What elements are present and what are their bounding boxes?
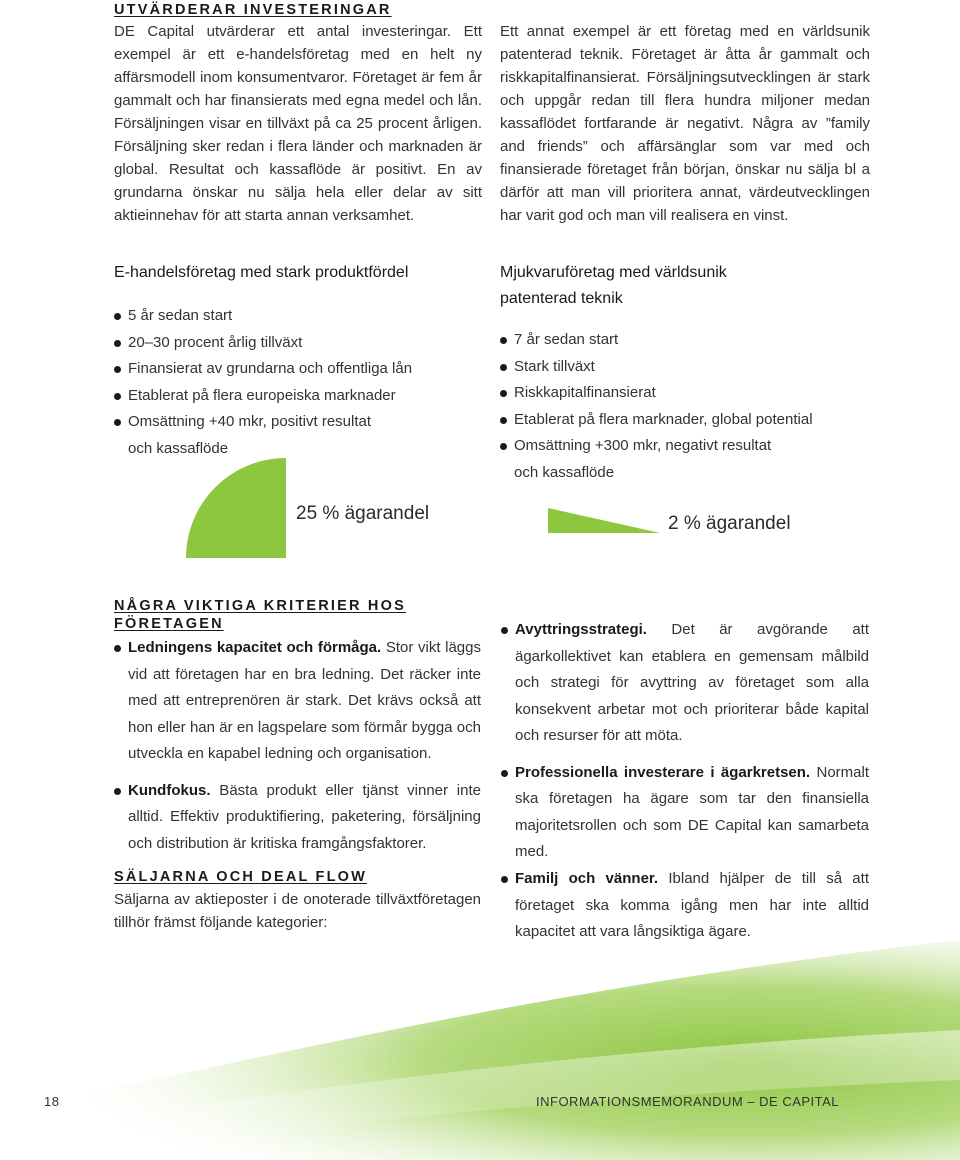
criteria-text: Stor vikt läggs vid att företagen har en bra ledning. Det räcker inte med att entreprenören är stark. Det krävs också att hon eller han är en lagspelare som förmår bygga och utveckla en kapabel ledning och organisation. [128,639,481,762]
list-item: 5 år sedan start [114,303,484,330]
list-item: Omsättning +40 mkr, positivt resultat [114,409,484,436]
criteria-text: Det är avgörande att ägarkollektivet kan etablera en gemensam målbild och strategi för avyttring av företaget som alla konsekvent arbetar mot och prioriterar både kapital och resurser för att möta. [515,621,869,744]
criteria-left-list [114,635,481,857]
list-item: Omsättning +300 mkr, negativt resultat [500,433,870,460]
criteria-text: Normalt ska företagen ha ägare som tar den finansiella majoritetsrollen och som DE Capital kan samarbeta med. [515,763,869,860]
ownership-label-right: 2 % ägarandel [668,513,791,534]
section-heading-utvarderar: UTVÄRDERAR INVESTERINGAR [114,2,392,18]
criteria-text: Bästa produkt eller tjänst vinner inte alltid. Effektiv produktifiering, paketering, försäljning och distribution är kritiska framgångsfaktorer. [128,781,481,852]
section-heading-kriterier: NÅGRA VIKTIGA KRITERIER HOS FÖRETAGEN [114,598,406,632]
example-right-title-line2: patenterad teknik [500,290,623,307]
criteria-lead: Ledningens kapacitet och förmåga. [128,639,382,656]
criteria-right-list [501,617,869,866]
example-left [114,260,484,462]
ownership-slice-25 [186,458,286,558]
example-left-bullets [114,303,484,436]
green-swoosh-decoration [0,920,960,1160]
criteria-left [114,597,481,857]
sellers-lead: Familj och vänner. [515,870,659,887]
intro-left [114,0,482,227]
sellers-paragraph: Säljarna av aktieposter i de onoterade tillväxtföretagen tillhör främst följande kategorier: [114,891,481,931]
sellers-text: Ibland hjälper de till så att företaget ska komma igång men har inte alltid kapacitet att vara långsiktiga ägare. [515,870,869,940]
list-item: Etablerat på flera marknader, global potential [500,407,870,434]
section-heading-saljarna: SÄLJARNA OCH DEAL FLOW [114,869,368,885]
example-right-bullets [500,327,870,460]
criteria-lead: Kundfokus. [128,781,211,799]
criteria-lead: Avyttringsstrategi. [515,621,647,638]
example-left-title: E-handelsföretag med stark produktfördel [114,264,409,281]
ownership-wedge-chart [548,506,660,534]
example-right-continuation: och kassaflöde [514,463,615,481]
example-right-title-line1: Mjukvaruföretag med världsunik [500,264,727,281]
list-item [114,778,481,858]
example-right-title [500,260,870,312]
intro-right-paragraph: Ett annat exempel är ett företag med en världsunik patenterad teknik. Företaget är åtta år gammalt och riskkapitalfinansierat. Försäljningsutvecklingen är stark och uppgår redan till flera hundra miljoner medan kassaflödet fortfarande är negativt. Några av ”family and friends” och affärsänglar som var med och finansierade företaget från början, önskar nu sälja bl a därför att man vill prioritera annat, värdeutvecklingen har varit god och man vill realisera en vinst. [500,23,870,224]
list-item [114,635,481,768]
ownership-slice-2 [548,508,660,533]
list-item: Etablerat på flera europeiska marknader [114,383,484,410]
ownership-label-left: 25 % ägarandel [296,503,430,524]
example-right [500,260,870,486]
list-item: 20–30 procent årlig tillväxt [114,330,484,357]
page-number: 18 [44,1094,60,1109]
list-item: 7 år sedan start [500,327,870,354]
list-item: Stark tillväxt [500,354,870,381]
criteria-right [501,617,869,866]
list-item: Finansierat av grundarna och offentliga lån [114,356,484,383]
footer-document-title: INFORMATIONSMEMORANDUM – DE CAPITAL [536,1094,840,1109]
list-item [501,760,869,866]
example-left-continuation: och kassaflöde [128,439,229,457]
list-item [501,617,869,750]
criteria-lead: Professionella investerare i ägarkretsen. [515,763,811,781]
intro-left-paragraph: DE Capital utvärderar ett antal investeringar. Ett exempel är ett e-handelsföretag med en helt ny affärsmodell inom konsumentvaror. Företaget är fem år gammalt och har finansierats med egna medel och lån. Försäljningen visar en tillväxt på ca 25 procent årligen. Försäljning sker redan i flera länder och marknaden är global. Resultat och kassaflöde är positivt. En av grundarna önskar nu sälja hela eller delar av sitt aktieinnehav för att starta annan verksamhet. [114,23,482,224]
ownership-quarter-chart [186,458,286,558]
intro-right [500,20,870,227]
list-item: Riskkapitalfinansierat [500,380,870,407]
